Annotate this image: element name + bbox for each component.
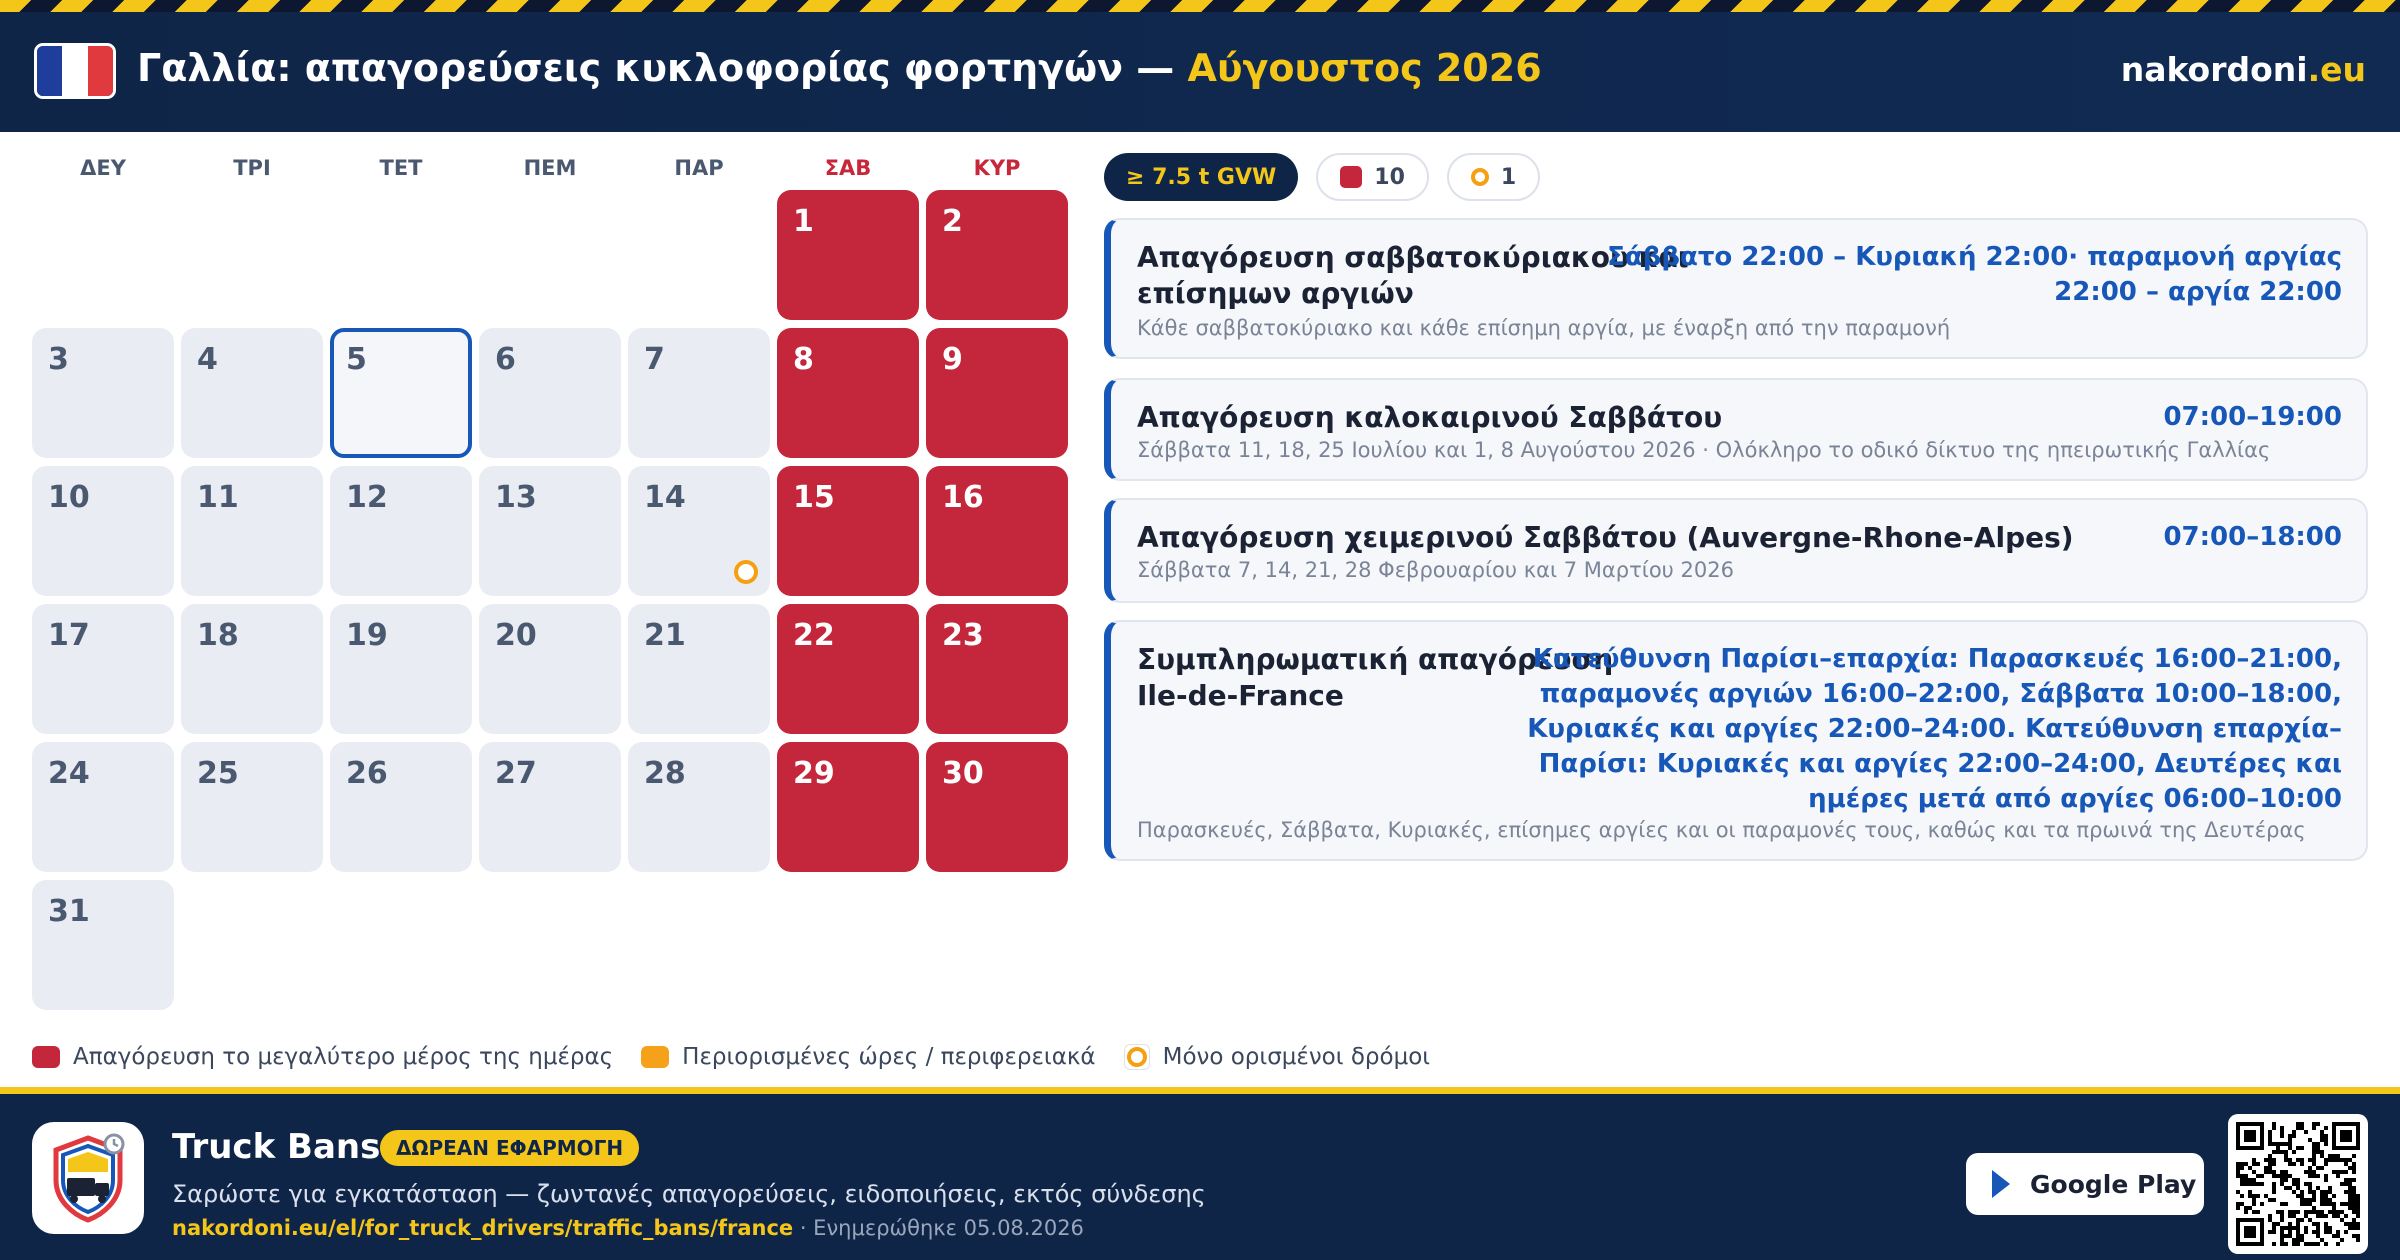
calendar-day[interactable] (479, 466, 621, 596)
calendar-day[interactable] (330, 742, 472, 872)
rule-title-line: Απαγόρευση σαββατοκύριακου και (1137, 241, 1689, 274)
weekday-label: ΣΑΒ (824, 156, 872, 180)
rule-time-line: Παρίσι: Κυριακές και αργίες 22:00–24:00, Δευτέρες και (1538, 749, 2342, 779)
orange-square-icon (641, 1046, 669, 1068)
google-play-button[interactable] (1966, 1153, 2204, 1215)
rule-title-line: Ile-de-France (1137, 679, 1344, 712)
rule-time (2163, 400, 2342, 435)
rule-card-weekend[interactable] (1104, 218, 2368, 359)
calendar-day[interactable] (926, 604, 1068, 734)
legend-label: Μόνο ορισμένοι δρόμοι (1162, 1044, 1431, 1070)
rule-time-line: ημέρες μετά από αργίες 06:00–10:00 (1808, 784, 2342, 814)
calendar-day[interactable] (181, 466, 323, 596)
calendar-day[interactable] (628, 466, 770, 596)
day-number: 19 (346, 618, 388, 653)
calendar-day[interactable] (181, 742, 323, 872)
ban-count: 10 (1374, 164, 1405, 190)
rule-description: Σάββατα 11, 18, 25 Ιουλίου και 1, 8 Αυγούστου 2026 · Ολόκληρο το οδικό δίκτυο της ηπειρωτικής Γαλλίας (1137, 438, 2271, 462)
legend-item-full-ban (32, 1044, 613, 1070)
updated-date: · Ενημερώθηκε 05.08.2026 (793, 1216, 1084, 1240)
day-number: 12 (346, 480, 388, 515)
day-number: 3 (48, 342, 69, 377)
day-number: 28 (644, 756, 686, 791)
day-number: 1 (793, 204, 814, 239)
legend-label: Απαγόρευση το μεγαλύτερο μέρος της ημέρας (73, 1044, 614, 1070)
page-title-month: Αύγουστος 2026 (1187, 46, 1542, 90)
rule-time-line: Κυριακές και αργίες 22:00–24:00. Κατεύθυνση επαρχία– (1527, 714, 2342, 744)
rule-time-line: 22:00 – αργία 22:00 (2054, 277, 2342, 307)
calendar-day[interactable] (479, 742, 621, 872)
calendar-day[interactable] (628, 328, 770, 458)
day-number: 4 (197, 342, 218, 377)
rule-title (1137, 240, 1689, 312)
rule-title-line: Συμπληρωματική απαγόρευση (1137, 643, 1614, 676)
ban-count-chip[interactable] (1316, 153, 1429, 201)
legend-item-some-roads (1124, 1044, 1431, 1070)
day-number: 26 (346, 756, 388, 791)
rule-time (1527, 642, 2342, 817)
day-number: 20 (495, 618, 537, 653)
rule-time-line: Κατεύθυνση Παρίσι–επαρχία: Παρασκευές 16:00–21:00, (1532, 644, 2342, 674)
weekday-label: ΤΡΙ (233, 156, 271, 180)
partial-count-chip[interactable] (1447, 153, 1540, 201)
orange-ring-icon (1124, 1044, 1150, 1070)
calendar-day[interactable] (330, 328, 472, 458)
app-promo-footer (0, 1087, 2400, 1260)
day-number: 7 (644, 342, 665, 377)
month-calendar (32, 148, 1072, 929)
rule-title (1137, 520, 2074, 556)
day-number: 6 (495, 342, 516, 377)
day-number: 14 (644, 480, 686, 515)
header-bar (0, 0, 2400, 132)
calendar-day[interactable] (777, 604, 919, 734)
calendar-day[interactable] (777, 466, 919, 596)
day-number: 2 (942, 204, 963, 239)
weekday-label: ΔΕΥ (80, 156, 126, 180)
app-subtitle: Σαρώστε για εγκατάσταση — ζωντανές απαγορεύσεις, ειδοποιήσεις, εκτός σύνδεσης (172, 1180, 1206, 1208)
calendar-day[interactable] (926, 328, 1068, 458)
rule-title-line: επίσημων αργιών (1137, 277, 1414, 310)
brand-name: nakordoni (2120, 50, 2308, 89)
brand-logo[interactable] (2121, 50, 2366, 89)
calendar-day[interactable] (32, 880, 174, 1010)
rule-card-summer-saturday[interactable] (1104, 378, 2368, 481)
rule-time (1607, 240, 2342, 310)
day-number: 10 (48, 480, 90, 515)
rule-time-line: Σάββατο 22:00 – Κυριακή 22:00· παραμονή αργίας (1607, 242, 2342, 272)
rule-title-line: Απαγόρευση χειμερινού Σαββάτου (Auvergne-Rhone-Alpes) (1137, 521, 2074, 554)
day-number: 11 (197, 480, 239, 515)
calendar-day[interactable] (479, 328, 621, 458)
calendar-day[interactable] (181, 328, 323, 458)
truck-shield-icon[interactable] (32, 1122, 144, 1234)
calendar-day[interactable] (926, 466, 1068, 596)
day-number: 30 (942, 756, 984, 791)
app-name: Truck Bans (172, 1127, 381, 1167)
calendar-day[interactable] (777, 328, 919, 458)
day-number: 5 (346, 342, 367, 377)
calendar-day[interactable] (32, 604, 174, 734)
day-number: 15 (793, 480, 835, 515)
partial-count: 1 (1500, 164, 1517, 190)
france-flag-icon (34, 43, 116, 99)
calendar-day[interactable] (181, 604, 323, 734)
legend-label: Περιορισμένες ώρες / περιφερειακά (682, 1044, 1096, 1070)
calendar-day[interactable] (479, 604, 621, 734)
calendar-day[interactable] (330, 466, 472, 596)
calendar-day[interactable] (926, 742, 1068, 872)
calendar-day[interactable] (330, 604, 472, 734)
calendar-day[interactable] (777, 190, 919, 320)
google-play-label: Google Play (2030, 1169, 2197, 1199)
day-number: 17 (48, 618, 90, 653)
day-number: 16 (942, 480, 984, 515)
weekday-label: ΠΑΡ (674, 156, 724, 180)
day-number: 18 (197, 618, 239, 653)
day-number: 22 (793, 618, 835, 653)
calendar-day[interactable] (628, 604, 770, 734)
rule-title (1137, 400, 1722, 436)
rule-time (2163, 520, 2342, 555)
rule-time-line: 07:00–18:00 (2163, 522, 2342, 552)
red-square-icon (32, 1046, 60, 1068)
day-number: 31 (48, 894, 90, 929)
brand-tld: .eu (2307, 50, 2366, 89)
page-title-main: Γαλλία: απαγορεύσεις κυκλοφορίας φορτηγών — (137, 46, 1188, 90)
free-app-badge: ΔΩΡΕΑΝ ΕΦΑΡΜΟΓΗ (380, 1130, 639, 1166)
day-number: 13 (495, 480, 537, 515)
calendar-day[interactable] (628, 742, 770, 872)
day-number: 23 (942, 618, 984, 653)
rule-description: Κάθε σαββατοκύριακο και κάθε επίσημη αργία, με έναρξη από την παραμονή (1137, 316, 1951, 340)
rule-time-line: παραμονές αργιών 16:00–22:00, Σάββατα 10:00–18:00, (1539, 679, 2342, 709)
day-number: 27 (495, 756, 537, 791)
day-number: 25 (197, 756, 239, 791)
legend-item-limited (641, 1044, 1095, 1070)
partial-ban-ring-icon (734, 560, 758, 584)
page-title (137, 46, 1542, 90)
qr-code-icon[interactable] (2228, 1114, 2368, 1254)
weekday-label: ΚΥΡ (973, 156, 1021, 180)
rule-card-winter-saturday[interactable] (1104, 498, 2368, 603)
rule-description: Παρασκευές, Σάββατα, Κυριακές, επίσημες αργίες και οι παραμονές τους, καθώς και τα πρωινά της Δευτέρας (1137, 818, 2306, 842)
calendar-day[interactable] (32, 328, 174, 458)
weekday-header-row (32, 148, 1072, 188)
rule-card-ile-de-france[interactable] (1104, 620, 2368, 861)
ban-square-icon (1340, 166, 1362, 188)
day-number: 9 (942, 342, 963, 377)
filter-chips (1104, 153, 1540, 201)
app-link-line (172, 1216, 1084, 1240)
app-url-link[interactable]: nakordoni.eu/el/for_truck_drivers/traffic_bans/france (172, 1216, 794, 1240)
day-number: 24 (48, 756, 90, 791)
day-number: 29 (793, 756, 835, 791)
legend (32, 1044, 1458, 1070)
rule-time-line: 07:00–19:00 (2163, 402, 2342, 432)
google-play-icon (1992, 1170, 2010, 1198)
partial-ring-icon (1471, 168, 1489, 186)
rule-title-line: Απαγόρευση καλοκαιρινού Σαββάτου (1137, 401, 1723, 434)
calendar-day[interactable] (32, 466, 174, 596)
day-number: 21 (644, 618, 686, 653)
calendar-day[interactable] (32, 742, 174, 872)
hazard-stripe (0, 0, 2400, 12)
rule-description: Σάββατα 7, 14, 21, 28 Φεβρουαρίου και 7 Μαρτίου 2026 (1137, 558, 1734, 582)
weekday-label: ΠΕΜ (523, 156, 577, 180)
calendar-day[interactable] (926, 190, 1068, 320)
gvw-chip[interactable]: ≥ 7.5 t GVW (1104, 153, 1298, 201)
day-number: 8 (793, 342, 814, 377)
weekday-label: ΤΕΤ (379, 156, 423, 180)
calendar-day[interactable] (777, 742, 919, 872)
